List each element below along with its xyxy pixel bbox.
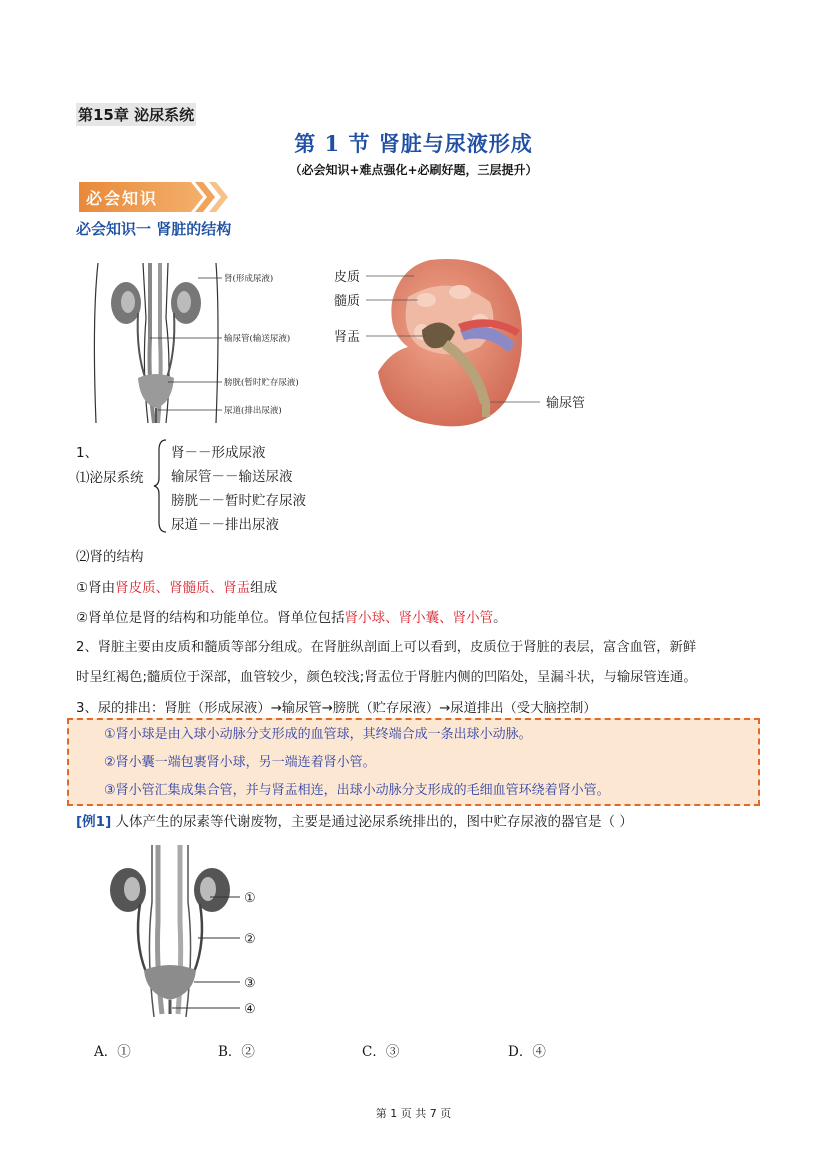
example-question	[76, 810, 633, 830]
chapter-heading: 第15章 泌尿系统	[76, 103, 196, 126]
highlight-text: 肾小球、肾小囊、肾小管	[344, 610, 494, 626]
paragraph-composition-line2: 时呈红褐色;髓质位于深部，血管较少，颜色较浅;肾盂位于肾脏内侧的凹陷处，呈漏斗状，与输尿管连通。	[76, 670, 697, 685]
page-title: 第 1 节 肾脏与尿液形成	[294, 131, 533, 156]
page-footer: 第 1 页 共 7 页	[375, 1107, 452, 1120]
example-figure	[100, 842, 280, 1020]
text-segment: 。	[493, 610, 507, 626]
text-segment: ②肾单位是肾的结构和功能单位。肾单位包括	[76, 610, 345, 626]
paragraph-kidney-parts	[76, 576, 277, 596]
note-line-3: ③肾小管汇集成集合管，并与肾盂相连，出球小动脉分支形成的毛细血管环绕着肾小管。	[104, 783, 610, 798]
option-d[interactable]: D．④	[508, 1044, 546, 1060]
fig1-label-ureter: 输尿管(输送尿液)	[224, 334, 291, 344]
option-c[interactable]: C．③	[362, 1044, 400, 1060]
example-text: 人体产生的尿素等代谢废物，主要是通过泌尿系统排出的，图中贮存尿液的器官是（ ）	[115, 814, 633, 830]
highlight-text: 肾皮质、肾髓质、肾盂	[115, 580, 251, 596]
option-b[interactable]: B．②	[218, 1044, 255, 1060]
fig2-label-cortex: 皮质	[334, 270, 361, 285]
brace-line-2: 输尿管－－输送尿液	[171, 469, 293, 485]
text-segment: 组成	[250, 580, 278, 596]
brace-line-1: 肾－－形成尿液	[171, 445, 266, 461]
brace-line-3: 膀胱－－暂时贮存尿液	[171, 493, 306, 509]
brace-icon	[152, 438, 168, 534]
section-heading: 必会知识一 肾脏的结构	[76, 220, 232, 238]
item-number: 1、	[76, 445, 99, 461]
paragraph-composition-line1: 2、肾脏主要由皮质和髓质等部分组成。在肾脏纵剖面上可以看到，皮质位于肾脏的表层，富含血管，新鲜	[76, 640, 697, 655]
note-line-2: ②肾小囊一端包裹肾小球，另一端连着肾小管。	[104, 755, 376, 770]
fig1-label-kidney: 肾(形成尿液)	[224, 274, 274, 284]
fig2-label-medulla: 髓质	[334, 294, 361, 309]
example-tag: [例1]	[76, 814, 112, 830]
option-a[interactable]: A．①	[94, 1044, 131, 1060]
fig3-marker-4: ④	[244, 1002, 256, 1017]
urinary-system-label: ⑴泌尿系统	[76, 470, 144, 486]
banner-label: 必会知识	[86, 189, 159, 208]
fig3-marker-1: ①	[244, 891, 256, 906]
urinary-system-figure	[88, 258, 328, 430]
fig1-label-urethra: 尿道(排出尿液)	[224, 406, 282, 416]
text-segment: ①肾由	[76, 580, 116, 596]
paragraph-urine-discharge: 3、尿的排出：肾脏（形成尿液）→输尿管→膀胱（贮存尿液）→尿道排出（受大脑控制）	[76, 701, 597, 716]
note-line-1: ①肾小球是由入球小动脉分支形成的血管球，其终端合成一条出球小动脉。	[104, 727, 532, 742]
fig2-label-pelvis: 肾盂	[334, 330, 361, 345]
fig3-marker-3: ③	[244, 976, 256, 991]
kidney-structure-heading: ⑵肾的结构	[76, 549, 144, 565]
fig1-label-bladder: 膀胱(暂时贮存尿液)	[224, 378, 299, 388]
fig3-marker-2: ②	[244, 932, 256, 947]
fig2-label-ureter: 输尿管	[546, 396, 586, 411]
brace-line-4: 尿道－－排出尿液	[171, 517, 279, 533]
paragraph-nephron	[76, 606, 507, 626]
kidney-section-figure	[330, 252, 600, 432]
page-subtitle: （必会知识+难点强化+必刷好题，三层提升）	[289, 163, 538, 177]
